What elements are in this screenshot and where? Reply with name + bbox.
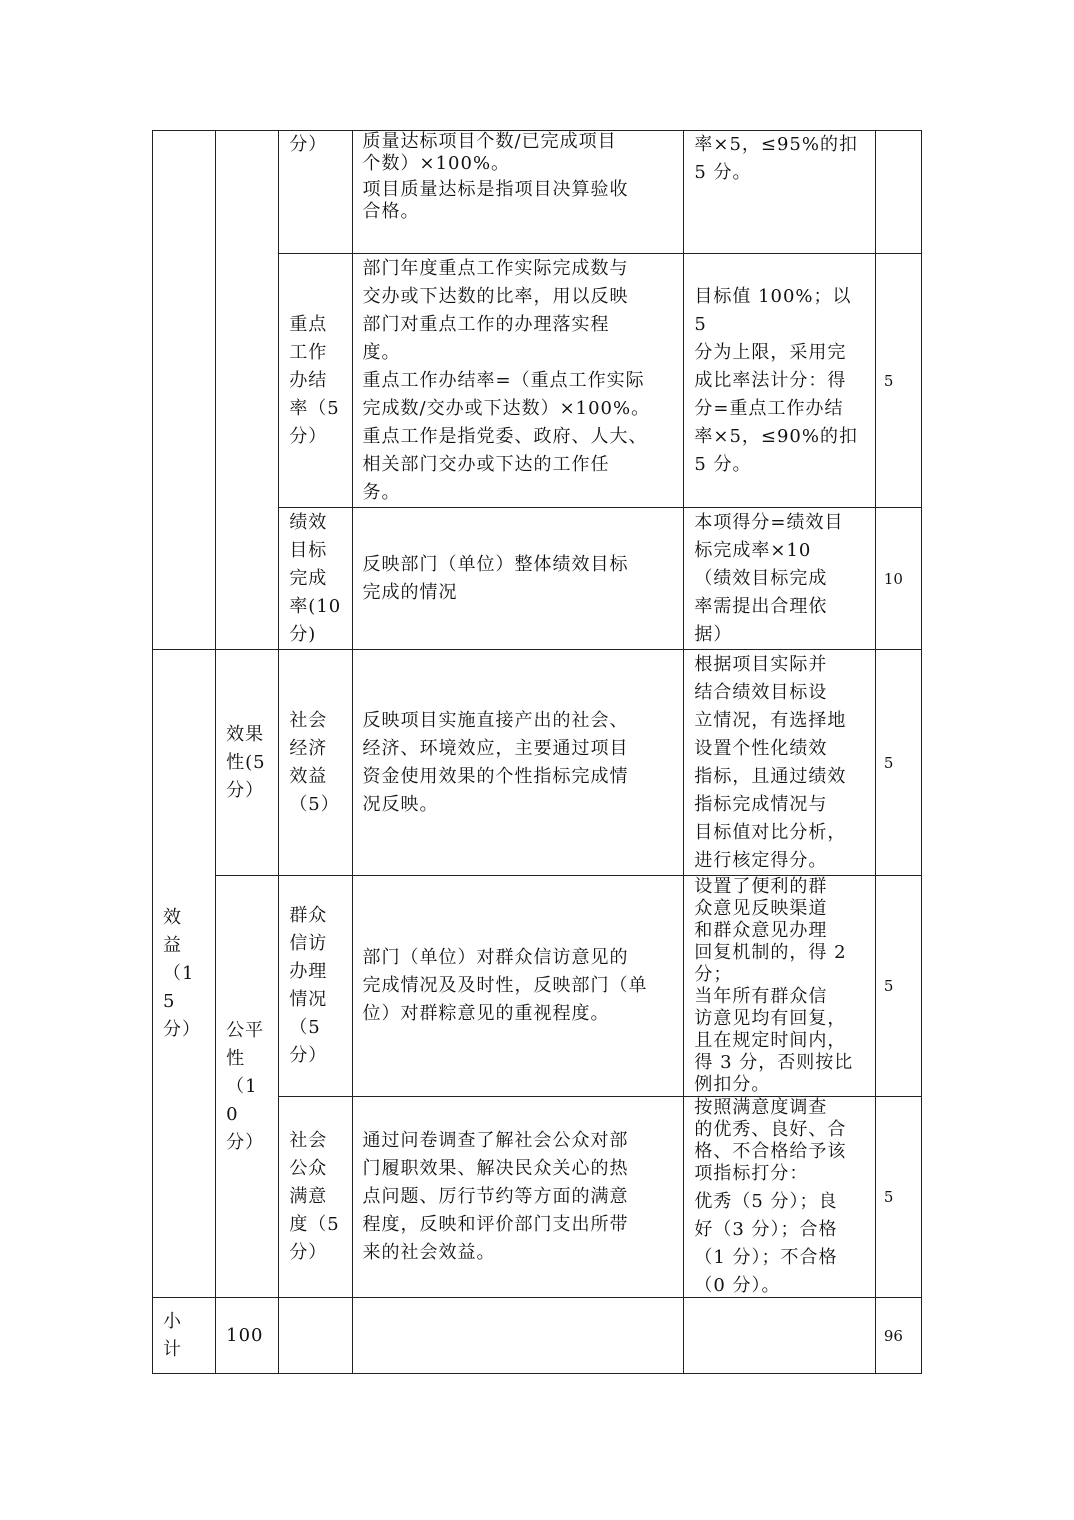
table-row (153, 131, 922, 254)
indicator-cell: 分） (279, 131, 352, 254)
criteria-cell: 按照满意度调查 的优秀、良好、合 格、不合格给予该 项指标打分： 优秀（5 分）；良 好（3 分）；合格 （1 分）；不合格 （0 分）。 (684, 1097, 875, 1298)
total-empty-indicator (279, 1298, 352, 1374)
category-cell-continued (153, 131, 216, 650)
score-cell (875, 131, 921, 254)
description-cell: 质量达标项目个数/已完成项目 个数）×100%。 项目质量达标是指项目决算验收 合格。 (352, 131, 684, 254)
criteria-cell: 率×5，≤95%的扣 5 分。 (684, 131, 875, 254)
score-cell: 10 (875, 508, 921, 650)
score-cell: 5 (875, 254, 921, 508)
category-cell: 效 益 （1 5 分） (153, 650, 216, 1298)
description-cell: 通过问卷调查了解社会公众对部 门履职效果、解决民众关心的热 点问题、厉行节约等方面的满意 程度，反映和评价部门支出所带 来的社会效益。 (352, 1097, 684, 1298)
description-cell: 反映项目实施直接产出的社会、 经济、环境效应，主要通过项目 资金使用效果的个性指标完成情 况反映。 (352, 650, 684, 876)
description-cell: 部门（单位）对群众信访意见的 完成情况及及时性，反映部门（单 位）对群粽意见的重视程度。 (352, 876, 684, 1097)
subcategory-cell-continued (216, 131, 279, 650)
indicator-cell: 社会 公众 满意 度（5 分） (279, 1097, 352, 1298)
total-score: 96 (875, 1298, 921, 1374)
total-empty-description (352, 1298, 684, 1374)
indicator-cell: 社会 经济 效益 （5） (279, 650, 352, 876)
total-label: 小 计 (153, 1298, 216, 1374)
table-row (153, 650, 922, 876)
performance-evaluation-table (152, 130, 922, 1374)
score-cell: 5 (875, 876, 921, 1097)
score-cell: 5 (875, 1097, 921, 1298)
score-cell: 5 (875, 650, 921, 876)
description-cell: 部门年度重点工作实际完成数与 交办或下达数的比率，用以反映 部门对重点工作的办理落实程 度。 重点工作办结率=（重点工作实际 完成数/交办或下达数）×100%。 重点工作是指党委、政府、人大、 相关部门交办或下达的工作任 务。 (352, 254, 684, 508)
criteria-cell: 根据项目实际并 结合绩效目标设 立情况，有选择地 设置个性化绩效 指标，且通过绩效 指标完成情况与 目标值对比分析， 进行核定得分。 (684, 650, 875, 876)
total-weight: 100 (216, 1298, 279, 1374)
criteria-cell: 本项得分=绩效目 标完成率×10 （绩效目标完成 率需提出合理依 据） (684, 508, 875, 650)
total-empty-criteria (684, 1298, 875, 1374)
subcategory-cell: 效果 性(5 分） (216, 650, 279, 876)
indicator-cell: 重点 工作 办结 率（5 分） (279, 254, 352, 508)
criteria-cell: 设置了便利的群 众意见反映渠道 和群众意见办理 回复机制的，得 2 分； 当年所有群众信 访意见均有回复， 且在规定时间内， 得 3 分，否则按比 例扣分。 (684, 876, 875, 1097)
indicator-cell: 群众 信访 办理 情况 （5 分） (279, 876, 352, 1097)
indicator-cell: 绩效 目标 完成 率(10 分) (279, 508, 352, 650)
table-row (153, 876, 922, 1097)
total-row (153, 1298, 922, 1374)
subcategory-cell: 公平 性 （10 分） (216, 876, 279, 1298)
criteria-cell: 目标值 100%；以 5 分为上限，采用完 成比率法计分：得 分=重点工作办结 率×5，≤90%的扣 5 分。 (684, 254, 875, 508)
description-cell: 反映部门（单位）整体绩效目标 完成的情况 (352, 508, 684, 650)
